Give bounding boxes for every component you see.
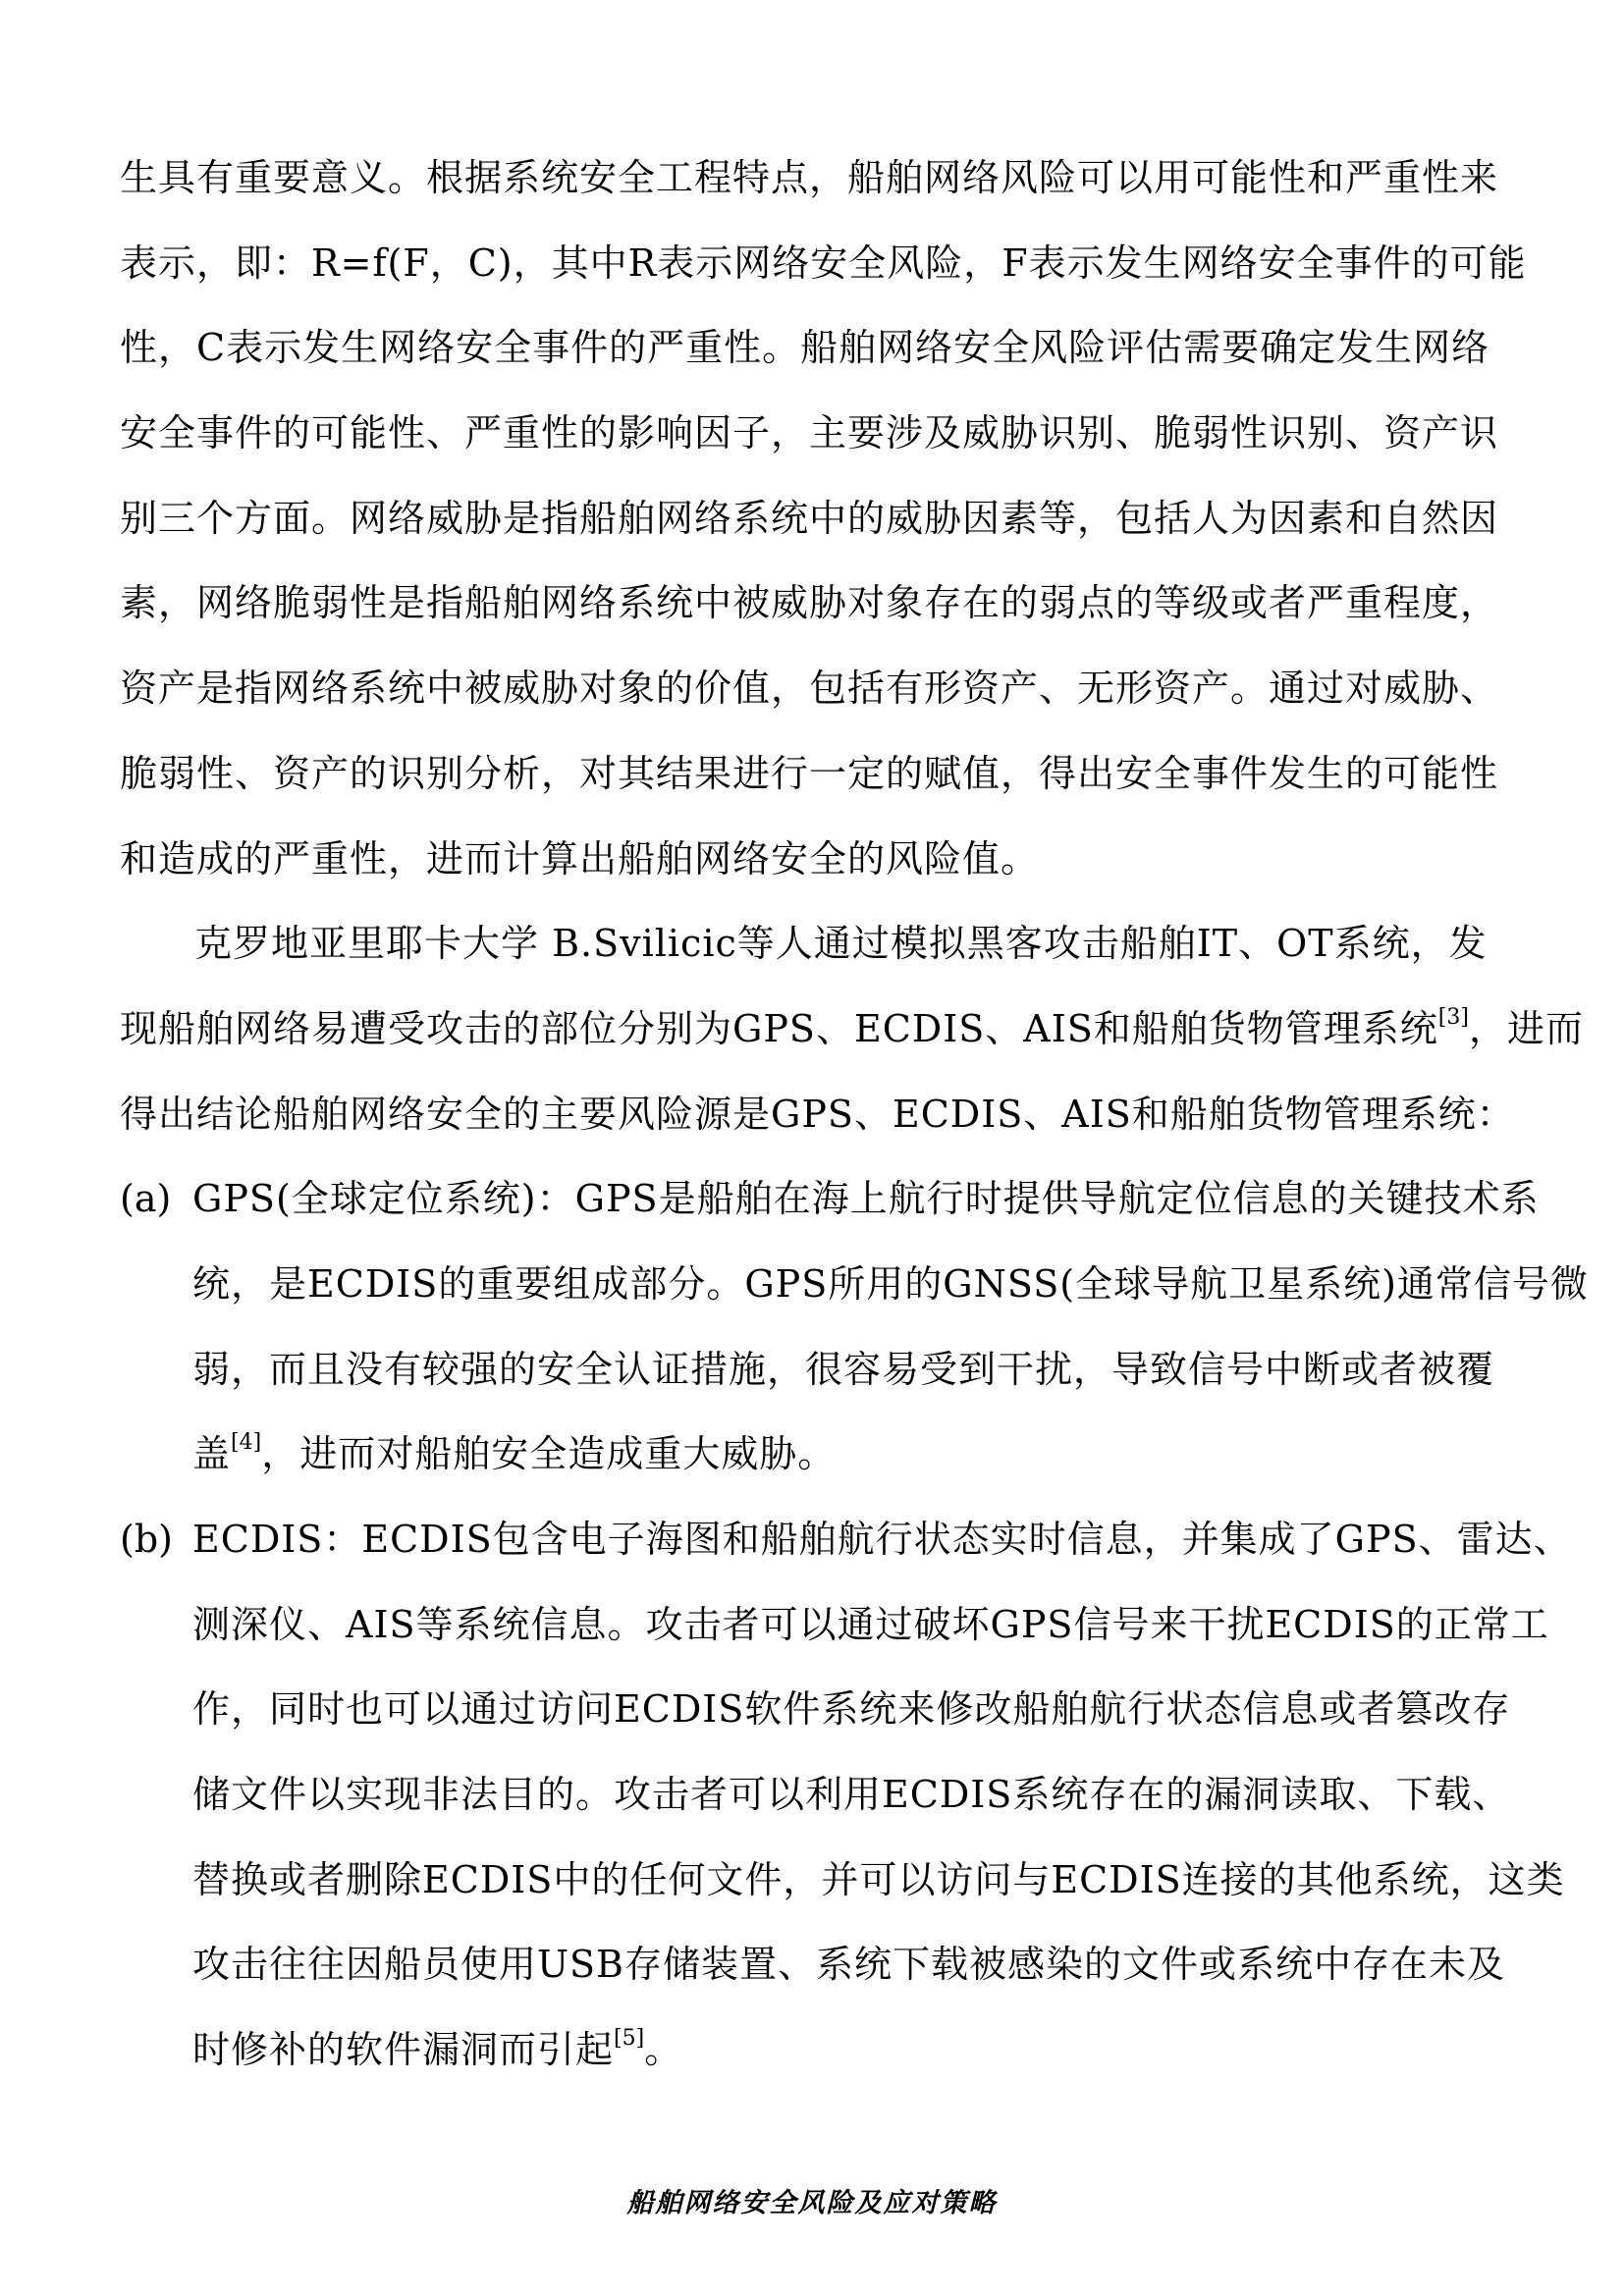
citation-superscript: [4] [231, 1430, 262, 1456]
line-text: 。 [644, 2028, 683, 2072]
line-text: ECDIS：ECDIS包含电子海图和船舶航行状态实时信息，并集成了GPS、雷达、 [192, 1518, 1572, 1561]
text-line [120, 561, 1499, 646]
citation-superscript: [3] [1437, 1004, 1469, 1030]
line-text: 攻击往往因船员使用USB存储装置、系统下载被感染的文件或系统中存在未及 [192, 1943, 1505, 1987]
text-line [120, 135, 1499, 221]
line-text: ，进而对船舶安全造成重大威胁。 [261, 1432, 837, 1476]
text-line [120, 1667, 1511, 1752]
list-marker: (b) [120, 1518, 173, 1561]
citation-superscript: [5] [614, 2026, 645, 2052]
line-text: 资产是指网络系统中被威胁对象的价值，包括有形资产、无形资产。通过对威胁、 [120, 667, 1499, 711]
line-text: 和造成的严重性，进而计算出船舶网络安全的风险值。 [120, 836, 1040, 881]
text-line [120, 1242, 1589, 1327]
line-text: 克罗地亚里耶卡大学 B.Svilicic等人通过模拟黑客攻击船舶IT、OT系统，发 [194, 922, 1488, 966]
text-line [120, 2007, 1494, 2093]
line-text: 作，同时也可以通过访问ECDIS软件系统来修改船舶航行状态信息或者篡改存 [192, 1687, 1511, 1732]
line-text: 表示，即：R=f(F，C)，其中R表示网络安全风险，F表示发生网络安全事件的可能 [120, 240, 1527, 285]
line-text: 安全事件的可能性、严重性的影响因子，主要涉及威胁识别、脆弱性识别、资产识 [120, 411, 1499, 455]
line-text: ，进而 [1468, 1006, 1584, 1050]
line-text: 别三个方面。网络威胁是指船舶网络系统中的威胁因素等，包括人为因素和自然因 [120, 496, 1499, 540]
list-item-line [120, 1497, 1572, 1582]
text-line [120, 1838, 1565, 1923]
text-line [120, 731, 1499, 817]
text-line [120, 1752, 1511, 1838]
line-text: 现船舶网络易遭受攻击的部位分别为GPS、ECDIS、AIS和船舶货物管理系统 [120, 1006, 1438, 1050]
line-text: 素，网络脆弱性是指船舶网络系统中被威胁对象存在的弱点的等级或者严重程度， [120, 581, 1499, 625]
list-item-line [120, 1156, 1540, 1242]
text-line [120, 221, 1527, 306]
text-line [120, 476, 1499, 561]
text-line [120, 391, 1499, 476]
text-line [120, 1072, 1515, 1157]
line-text: 生具有重要意义。根据系统安全工程特点，船舶网络风险可以用可能性和严重性来 [120, 156, 1499, 199]
line-text: 得出结论船舶网络安全的主要风险源是GPS、ECDIS、AIS和船舶货物管理系统： [120, 1092, 1515, 1136]
list-marker: (a) [120, 1177, 172, 1221]
text-line [120, 817, 1494, 902]
line-text: 储文件以实现非法目的。攻击者可以利用ECDIS系统存在的漏洞读取、下载、 [192, 1773, 1511, 1817]
text-line [120, 1412, 1494, 1497]
line-text: 盖 [192, 1432, 232, 1476]
text-line [120, 1327, 1494, 1413]
line-text: 测深仪、AIS等系统信息。攻击者可以通过破坏GPS信号来干扰ECDIS的正常工 [192, 1602, 1549, 1646]
line-text: 时修补的软件漏洞而引起 [192, 2028, 615, 2072]
line-text: 统，是ECDIS的重要组成部分。GPS所用的GNSS(全球导航卫星系统)通常信号微 [192, 1261, 1589, 1306]
line-text: GPS(全球定位系统)：GPS是船舶在海上航行时提供导航定位信息的关键技术系 [192, 1177, 1540, 1221]
text-line [120, 305, 1494, 391]
text-line [120, 1582, 1549, 1668]
line-text: 性，C表示发生网络安全事件的严重性。船舶网络安全风险评估需要确定发生网络 [120, 326, 1490, 370]
text-line [120, 901, 1494, 987]
text-line [120, 987, 1584, 1072]
line-text: 脆弱性、资产的识别分析，对其结果进行一定的赋值，得出安全事件发生的可能性 [120, 751, 1499, 795]
text-line [120, 646, 1499, 731]
text-line [120, 1922, 1505, 2007]
page-footer-title: 船舶网络安全风险及应对策略 [626, 2188, 998, 2218]
line-text: 替换或者删除ECDIS中的任何文件，并可以访问与ECDIS连接的其他系统，这类 [192, 1857, 1565, 1901]
line-text: 弱，而且没有较强的安全认证措施，很容易受到干扰，导致信号中断或者被覆 [192, 1347, 1495, 1391]
